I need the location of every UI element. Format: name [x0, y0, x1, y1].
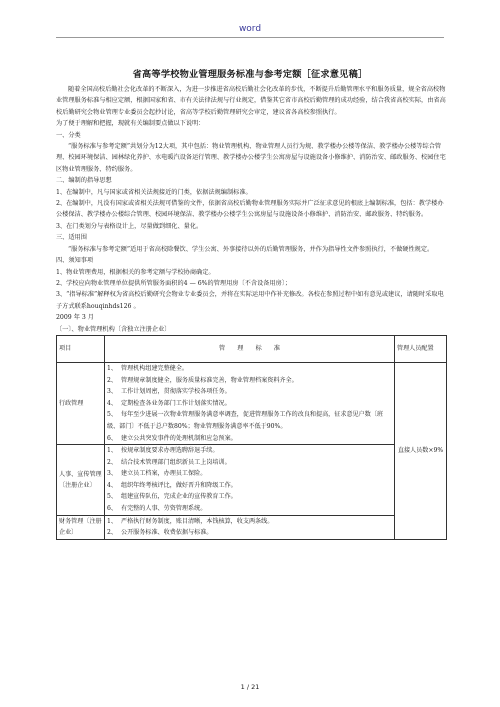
- standard-text: 按规章制度要求办理选聘辞退手续。: [121, 447, 219, 455]
- standard-line: [107, 491, 392, 503]
- standard-line: [107, 445, 392, 457]
- paragraph: 3、“指导标准”解释权为省高校后勤研究会物业专业委员会，并将在实际运用中作补充修改。各校在参照过程中如有意见或建议，请随时采取电子方式联系houqinhds126 。: [56, 291, 444, 310]
- paragraph: “服务标准与参考定额”共划分为12大项，其中包括：物业管理机构、物业管理人员行为规、教学楼办公楼等保洁、教学楼办公楼等综合管理、校园环境保洁、园林绿化养护、水电暖汽设备运行管理、教学楼办公楼学生公寓房屋与设施设备小修维护、消防治安、邮政服务、校园住宅区物业管理服务、特约服务。: [56, 143, 446, 173]
- table-header-row: [57, 335, 447, 362]
- paragraph: 一、分类: [56, 131, 81, 139]
- standard-text: 定期检查各业务部门工作计划落实情况。: [121, 399, 231, 407]
- standard-number: 1、: [107, 364, 117, 372]
- table-caption: 〔一〕、物业管理机构〔含独立注册企业〕: [56, 325, 171, 333]
- paragraph: 四、须知事项: [56, 257, 94, 265]
- standard-line: [107, 375, 392, 387]
- standard-text: 结合技术管理部门组织新员工上岗培训。: [121, 458, 231, 466]
- standard-line: [107, 468, 392, 480]
- standard-number: 5、: [107, 493, 117, 501]
- page-header: word: [238, 24, 262, 34]
- standard-cell: [105, 445, 395, 516]
- paragraph: 2009 年 3 月: [56, 314, 94, 322]
- standard-cell: [105, 515, 395, 539]
- standard-number: 6、: [107, 434, 117, 442]
- standard-line: [107, 386, 392, 398]
- standard-number: 1、: [107, 447, 117, 455]
- paragraph: 1、物业管理费用，根据相关的参考定额与学校协商确定。: [56, 268, 215, 276]
- standard-number: 2、: [107, 376, 117, 384]
- paragraph: 为了便于理解和把握，现就有关编制要点做以下说明：: [56, 120, 205, 128]
- standard-line: [107, 409, 392, 432]
- standards-table: [56, 335, 447, 540]
- standard-text: 工作计划周密，贯彻落实学校各项任务。: [121, 388, 231, 396]
- paragraph: 3、在门类划分与表格设计上，尽量做到细化、量化。: [56, 222, 203, 230]
- standard-number: 3、: [107, 470, 117, 478]
- standard-text: 组建宣传队伍，完成企业的宣传教育工作。: [121, 493, 237, 501]
- header-divider: [56, 37, 444, 38]
- paragraph: 随着全国高校后勤社会化改革的不断深入，为进一步推进省高校后勤社会化改革的步伐，不断提升后勤管理水平和服务质量，规全省高校物业管理服务标准与相应定额，根据国家和省、市有关法律法规与行业规定，借鉴其它省市高校后勤管理的成功经验，结合我省高校实际，由省高校后勤研究会物业管理专业委员会起抄讨论，省高等学校后勤管理研究会审定，建议省各高校参照执行。: [56, 86, 446, 116]
- paragraph: 二、编制的指导思想: [56, 177, 112, 185]
- item-cell: 人事、宣传管理〔注册企业〕: [57, 445, 105, 516]
- standard-number: 4、: [107, 481, 117, 489]
- item-cell: 行政管理: [57, 362, 105, 444]
- standard-text: 严格执行财务制度，账目清晰，本钱核算，收支两条线。: [121, 517, 274, 525]
- table-row: [57, 445, 447, 516]
- document-title: 省高等学校物业管理服务标准与参考定额［征求意见稿］: [132, 69, 368, 80]
- standard-number: 2、: [107, 458, 117, 466]
- standard-text: 有完整的人事、劳资管理系统。: [121, 505, 207, 513]
- standard-text: 建立员工档案，办理员工保险。: [121, 470, 207, 478]
- standard-text: 建立公共突发事件的处理机制和应急预案。: [121, 434, 237, 442]
- standard-text: 管理规章制度健全，服务质量标准完善，物业管理档案资料齐全。: [121, 376, 298, 384]
- standard-number: 6、: [107, 505, 117, 513]
- standard-number: 2、: [107, 529, 117, 537]
- standard-line: [107, 398, 392, 410]
- standard-number: 4、: [107, 399, 117, 407]
- standard-line: [107, 457, 392, 469]
- item-cell: 财务管理〔注册企业〕: [57, 515, 105, 539]
- paragraph: 三、适用围: [56, 234, 87, 242]
- header-standard: 管 理 标 准: [105, 335, 395, 362]
- standard-line: [107, 363, 392, 375]
- standard-line: [107, 503, 392, 515]
- standard-text: 公开服务标准、收费依据与标准。: [121, 529, 213, 537]
- standard-line: [107, 480, 392, 492]
- standard-text: 组织年终考核评比，做好晋升和降级工作。: [121, 481, 237, 489]
- page-number: 1 / 21: [240, 683, 260, 691]
- standard-cell: [105, 362, 395, 444]
- standard-line: [107, 516, 392, 528]
- paragraph: 2、学校应向物业管理单位提供所管服务面积的4 — 6%的管理用房〔不含设备用房〕；: [56, 279, 292, 287]
- standard-line: [107, 433, 392, 445]
- standard-line: [107, 527, 392, 539]
- standard-text: 每年至少进展一次物业管理服务满意率调查，促进管理服务工作的改良和提高，征求意见户数〔班级、部门〕不低于总户数80%；物业管理服务满意率不低于90%。: [107, 411, 384, 430]
- paragraph: 2、在编制中，凡没有国家或省相关法规可借鉴的文件，依据省高校后勤物业管理服务实际并广泛征求意见的根底上编制标准，包括：教学楼办公楼保洁、教学楼办公楼综合管理、校园环境保洁、教学楼办公楼学生公寓房屋与设施设备小修维护、消防治安、邮政服务、特约服务。: [56, 200, 444, 219]
- standard-number: 5、: [107, 411, 117, 419]
- document-body: [56, 84, 446, 540]
- table-row: [57, 515, 447, 539]
- standard-text: 管理机构组建完整健全。: [121, 364, 189, 372]
- paragraph-list: [56, 84, 446, 324]
- staff-cell: 直接人员数×9%: [395, 362, 447, 539]
- paragraph: “服务标准与参考定额”适用于省高校除餐饮、学生公寓、外事接待以外的后勤管理服务，并作为指导性文件参照执行，不做硬性规定。: [68, 245, 434, 253]
- header-staff: 管理人员配置: [395, 335, 447, 362]
- table-row: [57, 362, 447, 444]
- paragraph: 1、在编制中，凡与国家或省相关法规接近的门类，依据法规编制标准。: [56, 188, 252, 196]
- header-item: 项目: [57, 335, 105, 362]
- standard-number: 1、: [107, 517, 117, 525]
- standard-number: 3、: [107, 388, 117, 396]
